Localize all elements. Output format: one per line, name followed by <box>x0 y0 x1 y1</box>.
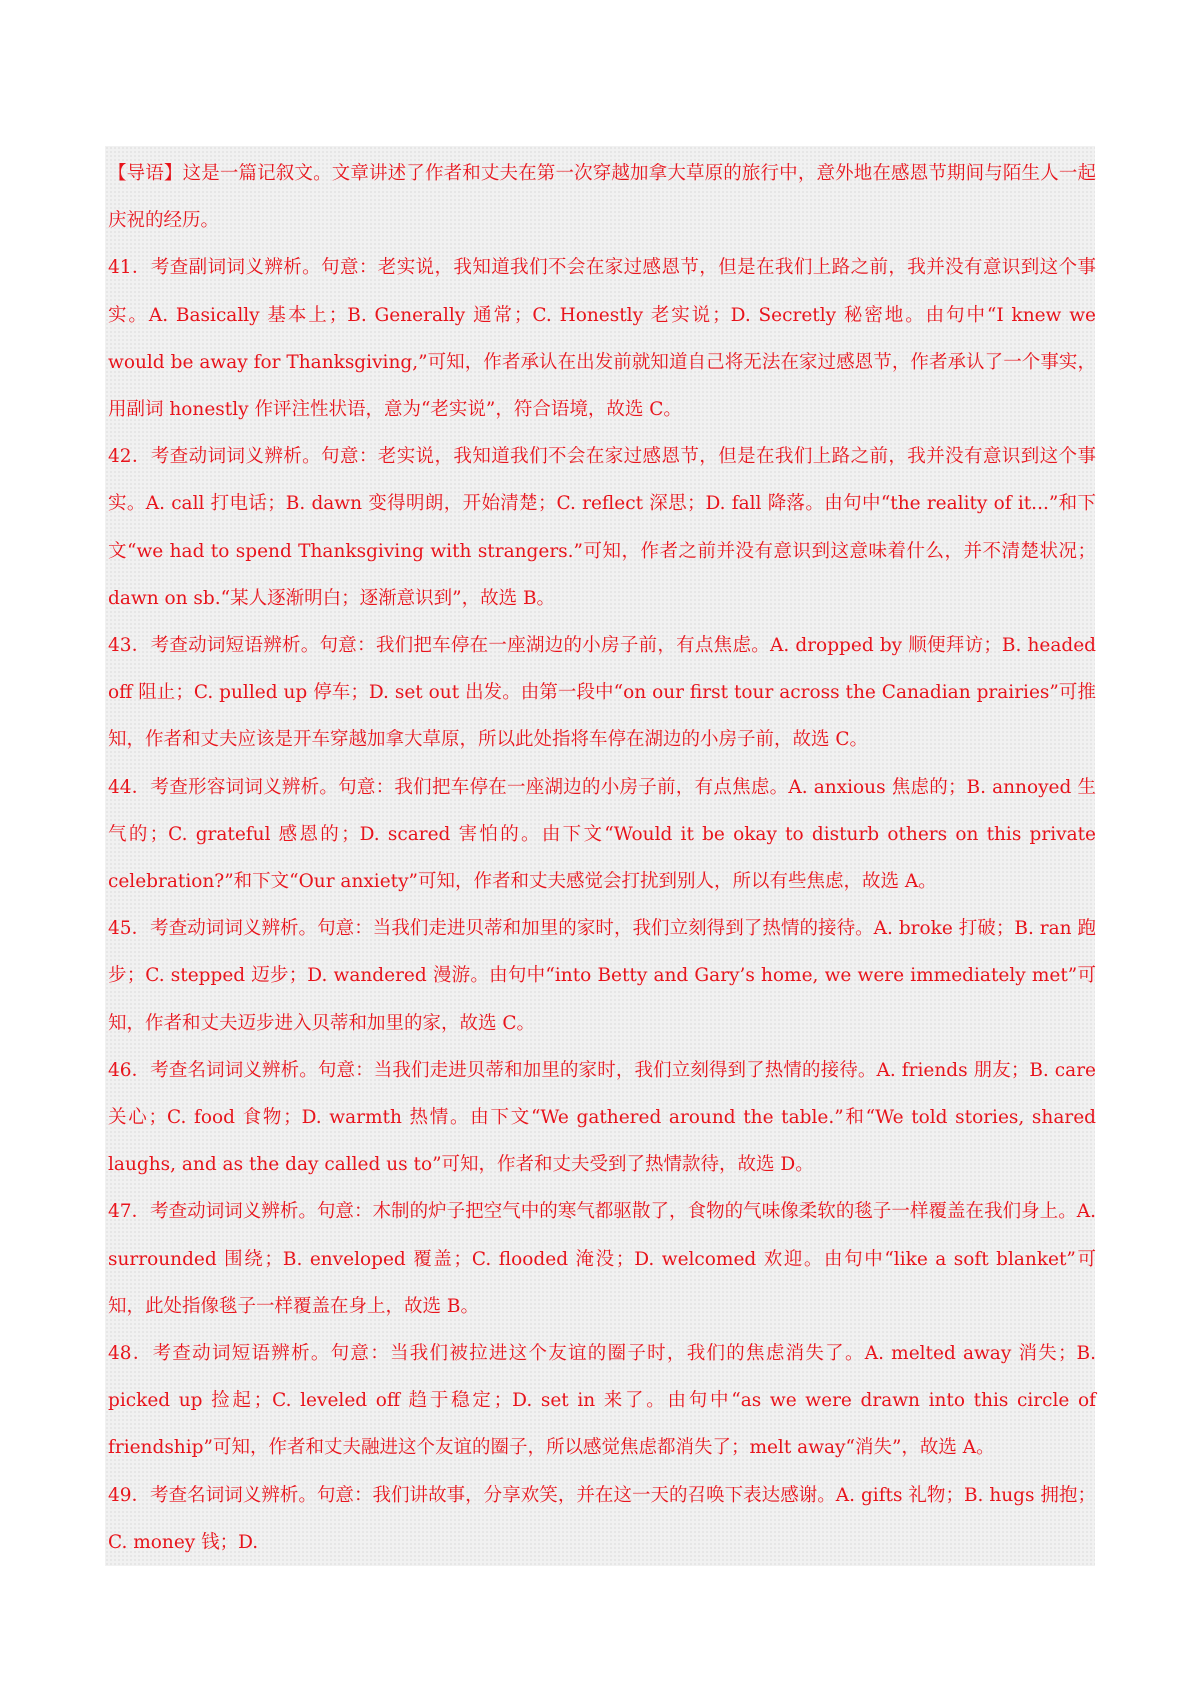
explanation-44: 44．考查形容词词义辨析。句意：我们把车停在一座湖边的小房子前，有点焦虑。A. anxious 焦虑的；B. annoyed 生气的；C. grateful 感恩的；D. scared 害怕的。由下文“Would it be okay to disturb others on this private celebration?”和下文“Our anxiety”可知，作者和丈夫感觉会打扰到别人，所以有些焦虑，故选 A。 <box>108 776 1096 893</box>
explanation-45: 45．考查动词词义辨析。句意：当我们走进贝蒂和加里的家时，我们立刻得到了热情的接待。A. broke 打破；B. ran 跑步；C. stepped 迈步；D. wandered 漫游。由句中“into Betty and Gary’s home, we were immediately met”可知，作者和丈夫迈步进入贝蒂和加里的家，故选 C。 <box>108 918 1096 1034</box>
explanation-43: 43．考查动词短语辨析。句意：我们把车停在一座湖边的小房子前，有点焦虑。A. dropped by 顺便拜访；B. headed off 阻止；C. pulled up 停车；D. set out 出发。由第一段中“on our first tour across the Canadian prairies”可推知，作者和丈夫应该是开车穿越加拿大草原，所以此处指将车停在湖边的小房子前，故选 C。 <box>108 635 1096 751</box>
explanation-46: 46．考查名词词义辨析。句意：当我们走进贝蒂和加里的家时，我们立刻得到了热情的接待。A. friends 朋友；B. care 关心；C. food 食物；D. warmth 热情。由下文“We gathered around the table.”和“We told stories, shared laughs, and as the day called us to”可知，作者和丈夫受到了热情款待，故选 D。 <box>108 1059 1096 1176</box>
intro-paragraph: 【导语】这是一篇记叙文。文章讲述了作者和丈夫在第一次穿越加拿大草原的旅行中，意外地在感恩节期间与陌生人一起庆祝的经历。 <box>108 163 1096 232</box>
answer-explanations <box>108 150 1096 1566</box>
explanation-42: 42．考查动词词义辨析。句意：老实说，我知道我们不会在家过感恩节，但是在我们上路之前，我并没有意识到这个事实。A. call 打电话；B. dawn 变得明朗，开始清楚；C. reflect 深思；D. fall 降落。由句中“the reality of it...”和下文“we had to spend Thanksgiving with strangers.”可知，作者之前并没有意识到这意味着什么，并不清楚状况；dawn on sb.“某人逐渐明白；逐渐意识到”，故选 B。 <box>108 446 1096 609</box>
explanation-49: 49．考查名词词义辨析。句意：我们讲故事，分享欢笑，并在这一天的召唤下表达感谢。A. gifts 礼物；B. hugs 拥抱；C. money 钱；D. <box>108 1484 1096 1553</box>
explanation-47: 47．考查动词词义辨析。句意：木制的炉子把空气中的寒气都驱散了，食物的气味像柔软的毯子一样覆盖在我们身上。A. surrounded 围绕；B. enveloped 覆盖；C. flooded 淹没；D. welcomed 欢迎。由句中“like a soft blanket”可知，此处指像毯子一样覆盖在身上，故选 B。 <box>108 1201 1096 1317</box>
explanation-41: 41．考查副词词义辨析。句意：老实说，我知道我们不会在家过感恩节，但是在我们上路之前，我并没有意识到这个事实。A. Basically 基本上；B. Generally 通常；C. Honestly 老实说；D. Secretly 秘密地。由句中“I knew we would be away for Thanksgiving,”可知，作者承认在出发前就知道自己将无法在家过感恩节，作者承认了一个事实，用副词 honestly 作评注性状语，意为“老实说”，符合语境，故选 C。 <box>108 257 1096 421</box>
explanation-48: 48．考查动词短语辨析。句意：当我们被拉进这个友谊的圈子时，我们的焦虑消失了。A. melted away 消失；B. picked up 捡起；C. leveled off 趋于稳定；D. set in 来了。由句中“as we were drawn into this circle of friendship”可知，作者和丈夫融进这个友谊的圈子，所以感觉焦虑都消失了；melt away“消失”，故选 A。 <box>108 1343 1096 1459</box>
